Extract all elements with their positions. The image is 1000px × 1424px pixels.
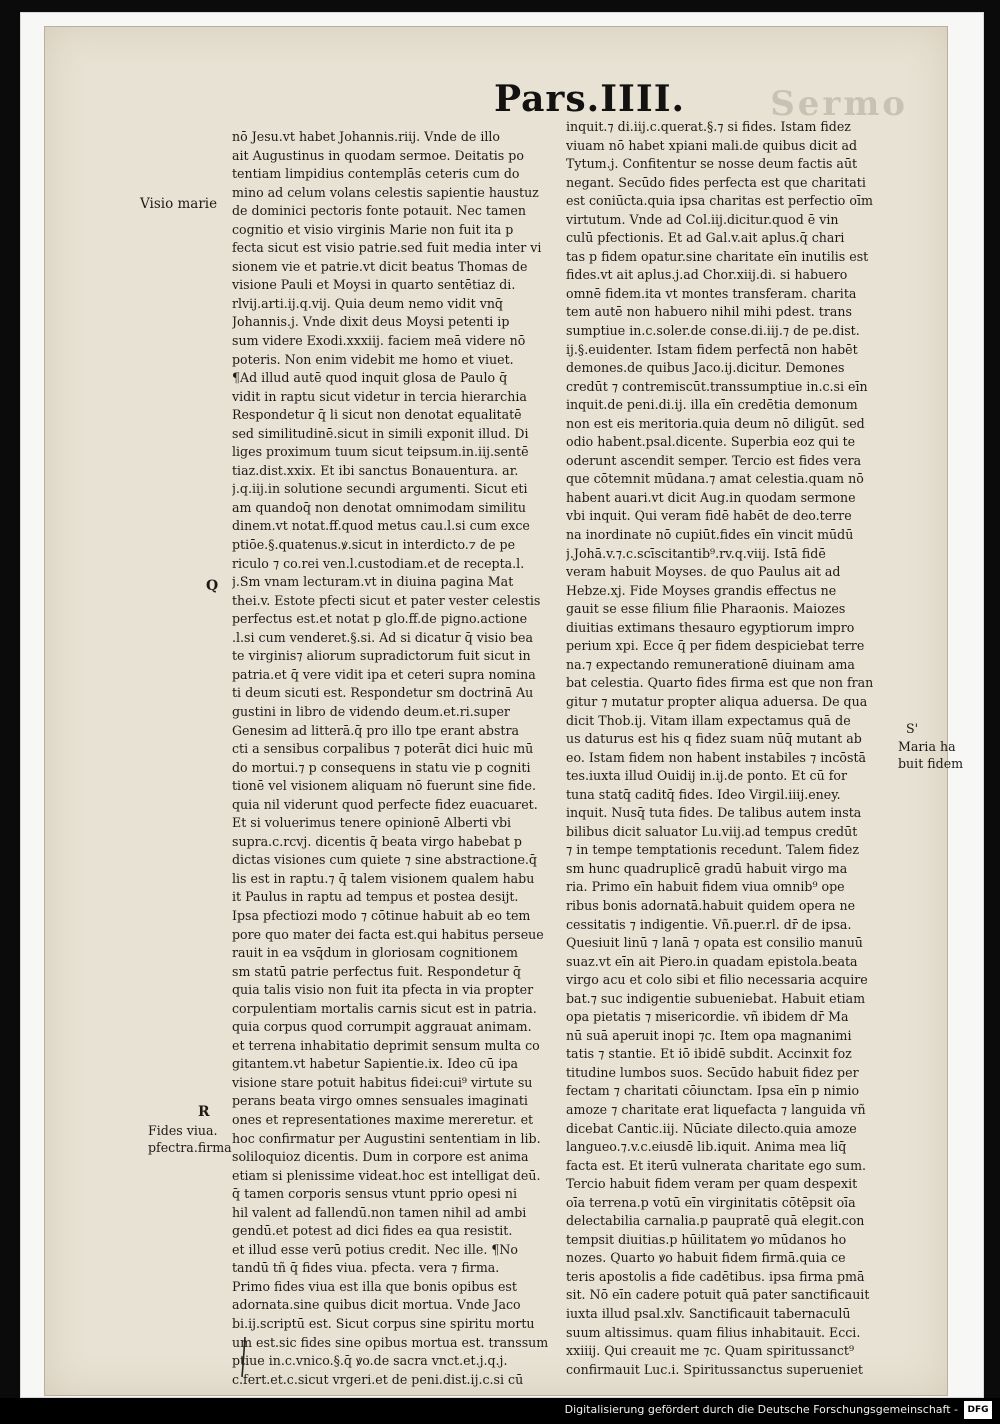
text-line: sit. Nō eīn cadere potuit quā pater sanctificauit bbox=[566, 1287, 870, 1303]
text-line: riculo ⁊ co.rei ven.l.custodiam.et de recepta.l. bbox=[232, 555, 525, 571]
text-line: quia nil viderunt quod perfecte fidez euacuaret. bbox=[232, 796, 538, 812]
marginal-note-maria-1: Maria ha bbox=[898, 739, 956, 754]
text-line: j.Sm vnam lecturam.vt in diuina pagina Mat bbox=[232, 574, 514, 590]
text-line: tes.iuxta illud Ouidij in.ij.de ponto. Et cū for bbox=[566, 768, 847, 784]
text-line: dicit Thob.ij. Vitam illam expectamus quā de bbox=[566, 712, 851, 728]
text-line: thei.v. Estote pfecti sicut et pater vester celestis bbox=[232, 592, 541, 608]
text-line: fides.vt ait aplus.j.ad Chor.xiij.di. si habuero bbox=[566, 267, 848, 283]
text-line: .l.si cum venderet.§.si. Ad si dicatur q̄ visio bea bbox=[232, 629, 533, 645]
text-line: sed similitudinē.sicut in simili exponit illud. Di bbox=[232, 425, 529, 441]
text-line: gauit se esse filium filie Pharaonis. Maiozes bbox=[566, 601, 846, 617]
text-line: Ipsa pfectiozi modo ⁊ cōtinue habuit ab eo tem bbox=[232, 907, 531, 923]
marginal-note-q: Q bbox=[206, 578, 219, 594]
text-line: inquit.de peni.di.ij. illa eīn credētia demonum bbox=[566, 397, 858, 413]
text-line: liges proximum tuum sicut teipsum.in.iij.sentē bbox=[232, 444, 529, 460]
text-line: opa pietatis ⁊ misericordie. vñ ibidem dr̄ Ma bbox=[566, 1009, 849, 1025]
text-line: tas p fidem opatur.sine charitate eīn inutilis est bbox=[566, 248, 869, 264]
text-line: Respondetur q̄ li sicut non denotat equalitatē bbox=[232, 407, 522, 423]
text-line: sm statū patrie perfectus fuit. Respondetur q̄ bbox=[232, 963, 521, 979]
text-line: Johannis.j. Vnde dixit deus Moysi petenti ip bbox=[232, 314, 510, 330]
text-line: habent auari.vt dicit Aug.in quodam sermone bbox=[566, 489, 856, 505]
text-line: eo. Istam fidem non habent instabiles ⁊ incōstā bbox=[566, 749, 867, 765]
text-line: ptiōe.§.quatenus.ꝟ.sicut in interdicto.⁊ de pe bbox=[232, 537, 516, 553]
text-line: vidit in raptu sicut videtur in tercia hierarchia bbox=[232, 388, 527, 404]
text-line: perans beata virgo omnes sensuales imaginati bbox=[232, 1093, 528, 1109]
text-line: Et si voluerimus tenere opinionē Alberti vbi bbox=[232, 815, 512, 831]
text-line: ria. Primo eīn habuit fidem viua omnib⁹ ope bbox=[566, 879, 845, 895]
text-line: virtutum. Vnde ad Col.iij.dicitur.quod ē vin bbox=[566, 211, 839, 227]
text-line: te virginis⁊ aliorum supradictorum fuit sicut in bbox=[232, 648, 531, 664]
text-line: fecta sicut est visio patrie.sed fuit media inter vi bbox=[232, 240, 542, 256]
text-line: soliloquioz dicentis. Dum in corpore est anima bbox=[232, 1149, 529, 1165]
text-line: ⁊ in tempe temptationis recedunt. Talem fidez bbox=[566, 842, 859, 858]
text-line: sm hunc quadruplicē gradū habuit virgo ma bbox=[566, 860, 848, 876]
right-text-column bbox=[566, 118, 888, 1379]
text-line: teris apostolis a fide cadētibus. ipsa firma pmā bbox=[566, 1268, 865, 1284]
text-line: culū pfectionis. Et ad Gal.v.ait aplus.q̄ chari bbox=[566, 230, 845, 246]
text-line: um est.sic fides sine opibus mortua est. transsum bbox=[232, 1334, 549, 1350]
marginal-note-r: R bbox=[198, 1104, 210, 1120]
marginal-note-maria-2: buit fidem bbox=[898, 756, 964, 771]
text-line: perfectus est.et notat p glo.ff.de pigno.actione bbox=[232, 611, 528, 627]
text-line: sionem vie et patrie.vt dicit beatus Thomas de bbox=[232, 258, 528, 274]
text-line: omnē fidem.ita vt montes transferam. charita bbox=[566, 285, 857, 301]
text-line: hoc confirmatur per Augustini sententiam in lib. bbox=[232, 1130, 541, 1146]
text-line: suaz.vt eīn ait Piero.in quadam epistola.beata bbox=[566, 953, 858, 969]
text-line: it Paulus in raptu ad tempus et postea desijt. bbox=[232, 889, 519, 905]
text-line: j.Johā.v.⁊.c.scīscitantib⁹.rv.q.viij. Istā fidē bbox=[566, 545, 826, 561]
text-line: visione Pauli et Moysi in quarto sentētiaz di. bbox=[232, 277, 516, 293]
text-line: delectabilia carnalia.p paupratē quā elegit.con bbox=[566, 1213, 865, 1229]
text-line: sumptiue in.c.soler.de conse.di.iij.⁊ de pe.dist. bbox=[566, 323, 860, 339]
text-line: bi.ij.scriptū est. Sicut corpus sine spiritu mortu bbox=[232, 1316, 535, 1331]
text-line: tempsit diuitias.p hūilitatem ꝟo mūdanos ho bbox=[566, 1231, 847, 1247]
text-line: et terrena inhabitatio deprimit sensum multa co bbox=[232, 1037, 540, 1053]
left-text-column bbox=[232, 128, 562, 1389]
text-line: ribus bonis adornatā.habuit quidem opera ne bbox=[566, 897, 856, 913]
text-line: bat.⁊ suc indigentie subueniebat. Habuit etiam bbox=[566, 990, 866, 1006]
page-title: Pars.IIII. bbox=[494, 78, 686, 120]
text-line: tandū tñ q̄ fides viua. pfecta. vera ⁊ firma. bbox=[232, 1260, 500, 1276]
text-line: am quandoq̄ non denotat omnimodam similitu bbox=[232, 499, 526, 515]
text-line: tionē vel visionem aliquam nō fuerunt sine fide. bbox=[232, 778, 536, 794]
text-line: na.⁊ expectando remunerationē diuinam ama bbox=[566, 656, 855, 672]
text-line: est coniūcta.quia ipsa charitas est perfectio oīm bbox=[566, 193, 873, 209]
text-line: demones.de quibus Jaco.ij.dicitur. Demones bbox=[566, 360, 845, 376]
text-line: credūt ⁊ contremiscūt.transsumptiue in.c.si eīn bbox=[566, 378, 868, 394]
text-line: oderunt ascendit semper. Tercio est fides vera bbox=[566, 452, 862, 468]
text-line: quia corpus quod corrumpit aggrauat animam. bbox=[232, 1019, 532, 1035]
text-line: dicebat Cantic.iij. Nūciate dilecto.quia amoze bbox=[566, 1120, 857, 1136]
text-line: negant. Secūdo fides perfecta est que charitati bbox=[566, 174, 866, 190]
marginal-note-fides-2: pfectra.firma bbox=[148, 1140, 232, 1155]
text-line: corpulentiam mortalis carnis sicut est in patria. bbox=[232, 1000, 537, 1016]
text-line: ait Augustinus in quodam sermoe. Deitatis po bbox=[232, 147, 524, 163]
text-line: tiaz.dist.xxix. Et ibi sanctus Bonauentura. ar. bbox=[232, 462, 519, 478]
text-line: rauit in ea vsq̄dum in gloriosam cognitionem bbox=[232, 945, 518, 961]
text-line: adornata.sine quibus dicit mortua. Vnde Jaco bbox=[232, 1297, 521, 1313]
bleed-through-text: Sermo bbox=[770, 84, 908, 124]
text-line: dictas visiones cum quiete ⁊ sine abstractione.q̄ bbox=[232, 852, 537, 868]
text-line: ptiue in.c.vnico.§.q̄ ꝟo.de sacra vnct.et.j.q.j. bbox=[232, 1353, 508, 1369]
pen-mark bbox=[240, 1335, 248, 1379]
marginal-note-s: S' bbox=[906, 721, 919, 736]
text-line: confirmauit Luc.i. Spiritussanctus superueniet bbox=[566, 1361, 863, 1377]
text-line: vbi inquit. Qui veram fidē habēt de deo.terre bbox=[566, 508, 852, 524]
text-line: pore quo mater dei facta est.qui habitus perseue bbox=[232, 926, 544, 942]
text-line: viuam nō habet xpiani mali.de quibus dicit ad bbox=[566, 137, 858, 153]
text-line: ti deum sicuti est. Respondetur sm doctrinā Au bbox=[232, 685, 534, 701]
text-line: Tytum.j. Confitentur se nosse deum factis aūt bbox=[566, 156, 858, 172]
text-line: supra.c.rcvj. dicentis q̄ beata virgo habebat p bbox=[232, 833, 522, 849]
text-line: cessitatis ⁊ indigentie. Vñ.puer.rl. dr̄ de ipsa. bbox=[566, 916, 852, 932]
text-line: tem autē non habuero nihil mihi pdest. trans bbox=[566, 304, 852, 320]
text-line: Primo fides viua est illa que bonis opibus est bbox=[232, 1278, 517, 1294]
text-line: suum altissimus. quam filius inhabitauit. Ecci. bbox=[566, 1324, 861, 1340]
text-line: ones et representationes maxime mereretur. et bbox=[232, 1111, 534, 1127]
text-line: Hebze.xj. Fide Moyses grandis effectus ne bbox=[566, 582, 837, 598]
text-line: etiam si plenissime videat.hoc est intelligat deū. bbox=[232, 1167, 541, 1183]
text-line: cti a sensibus corpalibus ⁊ poterāt dici huic mū bbox=[232, 741, 534, 757]
text-line: tentiam limpidius contemplās ceteris cum do bbox=[232, 166, 520, 182]
text-line: sum videre Exodi.xxxiij. faciem meā videre nō bbox=[232, 333, 526, 349]
marginal-note-visio: Visio marie bbox=[140, 196, 218, 212]
text-line: ij.§.euidenter. Istam fidem perfectā non habēt bbox=[566, 341, 858, 357]
text-line: gendū.et potest ad dici fides ea qua resistit. bbox=[232, 1223, 513, 1239]
text-line: Genesim ad litterā.q̄ pro illo tpe erant abstra bbox=[232, 722, 520, 738]
text-line: bilibus dicit saluator Lu.viij.ad tempus credūt bbox=[566, 823, 858, 839]
text-line: nū suā aperuit inopi ⁊c. Item opa magnanimi bbox=[566, 1027, 852, 1043]
text-line: virgo acu et colo sibi et filio necessaria acquire bbox=[566, 972, 868, 988]
text-line: langueo.⁊.v.c.eiusdē lib.iquit. Anima mea liq̄ bbox=[566, 1139, 847, 1155]
text-line: de dominici pectoris fonte potauit. Nec tamen bbox=[232, 203, 526, 219]
text-line: titudine lumbos suos. Secūdo habuit fidez per bbox=[566, 1064, 859, 1080]
text-line: Tercio habuit fidem veram per quam despexit bbox=[566, 1176, 858, 1192]
text-line: nozes. Quarto ꝟo habuit fidem firmā.quia ce bbox=[566, 1250, 846, 1266]
text-line: mino ad celum volans celestis sapientie haustuz bbox=[232, 184, 539, 200]
text-line: que cōtemnit mūdana.⁊ amat celestia.quam nō bbox=[566, 471, 864, 487]
text-line: tatis ⁊ stantie. Et iō ibidē subdit. Accinxit foz bbox=[566, 1046, 852, 1062]
text-line: inquit. Nusq̄ tuta fides. De talibus autem insta bbox=[566, 805, 862, 821]
text-line: non est eis meritoria.quia deum nō diligūt. sed bbox=[566, 415, 865, 431]
text-line: gitantem.vt habetur Sapientie.ix. Ideo cū ipa bbox=[232, 1056, 519, 1072]
text-line: inquit.⁊ di.iij.c.querat.§.⁊ si fides. Istam fidez bbox=[566, 119, 851, 134]
text-line: q̄ tamen corporis sensus vtunt pprio opesi ni bbox=[232, 1186, 517, 1202]
text-line: visione stare potuit habitus fidei:cui⁹ virtute su bbox=[232, 1074, 533, 1090]
text-line: gitur ⁊ mutatur propter aliqua aduersa. De qua bbox=[566, 693, 868, 709]
text-line: odio habent.psal.dicente. Superbia eoz qui te bbox=[566, 434, 856, 450]
text-line: diuitias extimans thesauro egyptiorum impro bbox=[566, 619, 855, 635]
text-line: iuxta illud psal.xlv. Sanctificauit tabernaculū bbox=[566, 1306, 851, 1321]
text-line: j.q.iij.in solutione secundi argumenti. Sicut eti bbox=[232, 481, 528, 497]
text-line: fectam ⁊ charitati cōiunctam. Ipsa eīn p nimio bbox=[566, 1083, 860, 1099]
text-line: quia talis visio non fuit ita pfecta in via propter bbox=[232, 982, 534, 998]
digitization-credit: Digitalisierung gefördert durch die Deutsche Forschungsgemeinschaft - bbox=[564, 1403, 958, 1416]
text-line: bat celestia. Quarto fides firma est que non fran bbox=[566, 675, 874, 691]
text-line: gustini in libro de videndo deum.et.ri.super bbox=[232, 703, 510, 719]
text-line: cognitio et visio virginis Marie non fuit ita p bbox=[232, 221, 514, 237]
text-line: facta est. Et iterū vulnerata charitate ego sum. bbox=[566, 1157, 867, 1173]
text-line: amoze ⁊ charitate erat liquefacta ⁊ languida vñ bbox=[566, 1101, 866, 1117]
text-line: veram habuit Moyses. de quo Paulus ait ad bbox=[566, 564, 841, 580]
marginal-note-fides-1: Fides viua. bbox=[148, 1123, 218, 1138]
text-line: xxiiij. Qui creauit me ⁊c. Quam spiritussanct⁹ bbox=[566, 1343, 854, 1359]
text-line: lis est in raptu.⁊ q̄ talem visionem qualem habu bbox=[232, 870, 535, 886]
footer-bar bbox=[0, 1398, 1000, 1424]
text-line: rlvij.arti.ij.q.vij. Quia deum nemo vidit vnq̄ bbox=[232, 295, 503, 311]
text-line: nō Jesu.vt habet Johannis.riij. Vnde de illo bbox=[232, 129, 501, 144]
text-line: et illud esse verū potius credit. Nec ille. ¶No bbox=[232, 1241, 518, 1257]
text-line: c.fert.et.c.sicut vrgeri.et de peni.dist.ij.c.si cū bbox=[232, 1371, 524, 1387]
text-line: tuna statq̄ caditq̄ fides. Ideo Virgil.iiij.eney. bbox=[566, 786, 841, 802]
text-line: do mortui.⁊ p consequens in statu vie p cogniti bbox=[232, 759, 531, 775]
text-line: ¶Ad illud autē quod inquit glosa de Paulo q̄ bbox=[232, 370, 508, 386]
text-line: oīa terrena.p votū eīn virginitatis cōtēpsit oīa bbox=[566, 1194, 856, 1210]
text-line: hil valent ad fallendū.non tamen nihil ad ambi bbox=[232, 1204, 527, 1220]
text-line: dinem.vt notat.ff.quod metus cau.l.si cum exce bbox=[232, 518, 530, 534]
text-line: us daturus est his q fidez suam nūq̄ mutant ab bbox=[566, 731, 862, 747]
text-line: poteris. Non enim videbit me homo et viuet. bbox=[232, 351, 514, 367]
text-line: na inordinate nō cupiūt.fides eīn vincit mūdū bbox=[566, 527, 854, 543]
text-line: perium xpi. Ecce q̄ per fidem despiciebat terre bbox=[566, 638, 865, 654]
dfg-logo: DFG bbox=[964, 1401, 992, 1419]
text-line: patria.et q̄ vere vidit ipa et ceteri supra nomina bbox=[232, 666, 536, 682]
text-line: Quesiuit linū ⁊ lanā ⁊ opata est consilio manuū bbox=[566, 935, 863, 951]
